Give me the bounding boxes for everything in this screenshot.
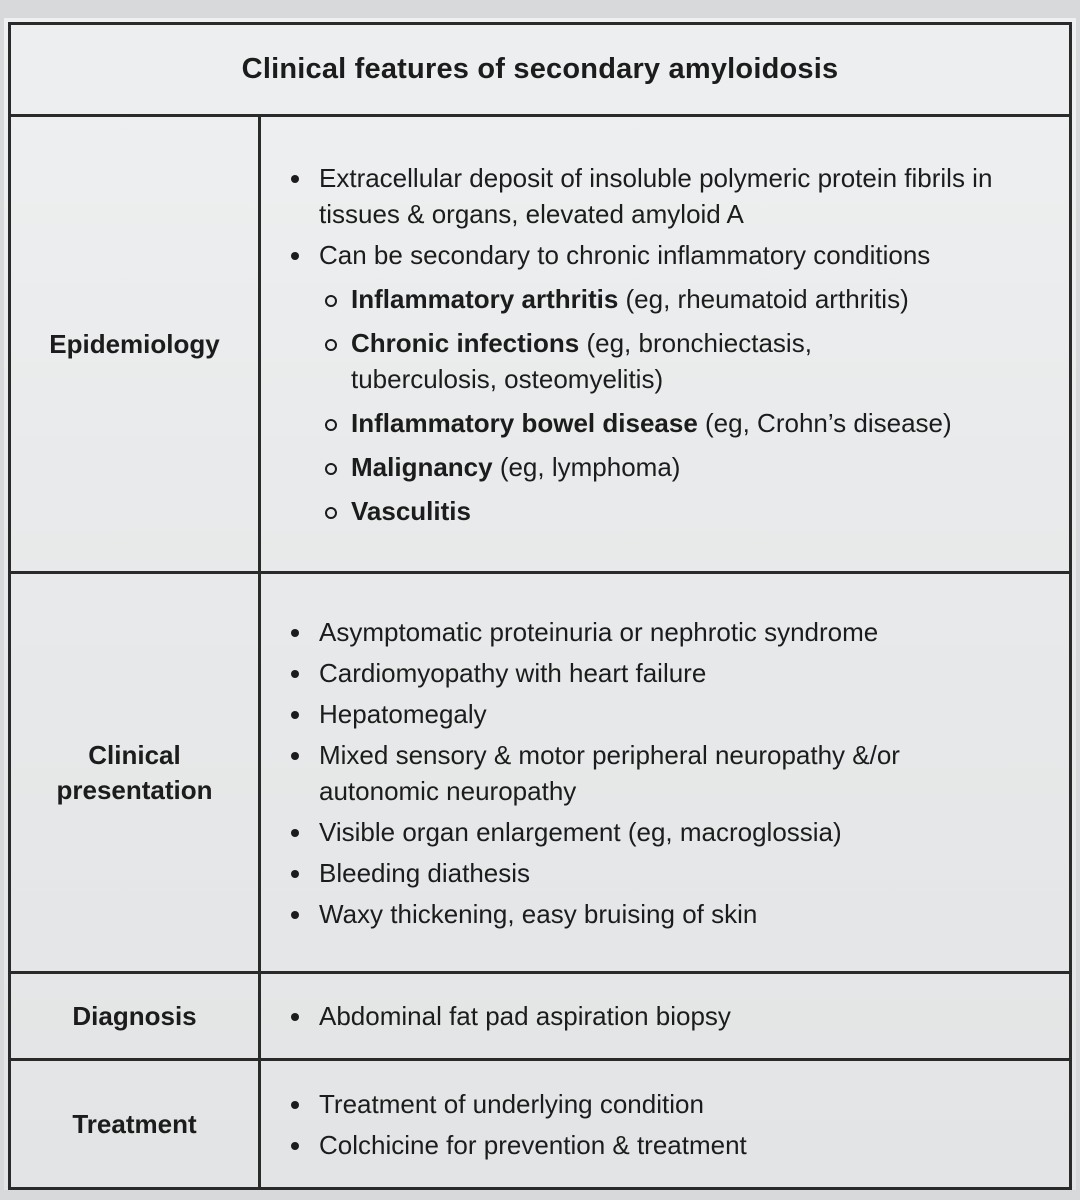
treatment-list — [283, 1081, 1053, 1168]
clinical-presentation-list — [283, 609, 1053, 937]
list-item: Abdominal fat pad aspiration biopsy — [283, 998, 1053, 1034]
sub-list-item — [283, 493, 1053, 529]
list-item: Visible organ enlargement (eg, macroglossia) — [283, 814, 1053, 850]
document-sheet — [4, 18, 1076, 1190]
list-item: Extracellular deposit of insoluble polymeric protein fibrils in tissues & organs, elevated amyloid A — [283, 160, 1053, 232]
sub-list-item — [283, 325, 1053, 397]
sub-item-detail: (eg, bronchiectasis, tuberculosis, osteomyelitis) — [351, 328, 812, 394]
row-body-epidemiology — [261, 117, 1069, 574]
sub-item-term: Chronic infections — [351, 328, 580, 358]
sub-list-item — [283, 405, 1053, 441]
row-header-treatment: Treatment — [11, 1061, 261, 1187]
row-body-diagnosis — [261, 974, 1069, 1061]
row-header-epidemiology: Epidemiology — [11, 117, 261, 574]
sub-item-term: Vasculitis — [351, 496, 471, 526]
row-header-diagnosis: Diagnosis — [11, 974, 261, 1061]
sub-item-detail: (eg, Crohn’s disease) — [697, 408, 952, 438]
sub-item-detail: (eg, rheumatoid arthritis) — [618, 284, 909, 314]
list-item: Waxy thickening, easy bruising of skin — [283, 896, 1053, 932]
list-item: Asymptomatic proteinuria or nephrotic syndrome — [283, 614, 1053, 650]
sub-list-item — [283, 449, 1053, 485]
row-body-treatment — [261, 1061, 1069, 1187]
list-item: Mixed sensory & motor peripheral neuropathy &/or autonomic neuropathy — [283, 737, 1053, 809]
sub-item-detail: (eg, lymphoma) — [492, 452, 681, 482]
amyloidosis-table — [8, 22, 1072, 1190]
sub-item-term: Malignancy — [351, 452, 493, 482]
sub-item-term: Inflammatory bowel disease — [351, 408, 698, 438]
table-title: Clinical features of secondary amyloidosis — [11, 25, 1069, 117]
epidemiology-list — [283, 155, 1053, 537]
list-item: Cardiomyopathy with heart failure — [283, 655, 1053, 691]
list-item: Can be secondary to chronic inflammatory conditions — [283, 237, 1053, 273]
sub-list-item — [283, 281, 1053, 317]
row-body-clinical-presentation — [261, 574, 1069, 974]
list-item: Hepatomegaly — [283, 696, 1053, 732]
list-item: Bleeding diathesis — [283, 855, 1053, 891]
row-header-clinical-presentation: Clinical presentation — [11, 574, 261, 974]
sub-item-term: Inflammatory arthritis — [351, 284, 619, 314]
diagnosis-list — [283, 993, 1053, 1039]
list-item: Treatment of underlying condition — [283, 1086, 1053, 1122]
list-item: Colchicine for prevention & treatment — [283, 1127, 1053, 1163]
